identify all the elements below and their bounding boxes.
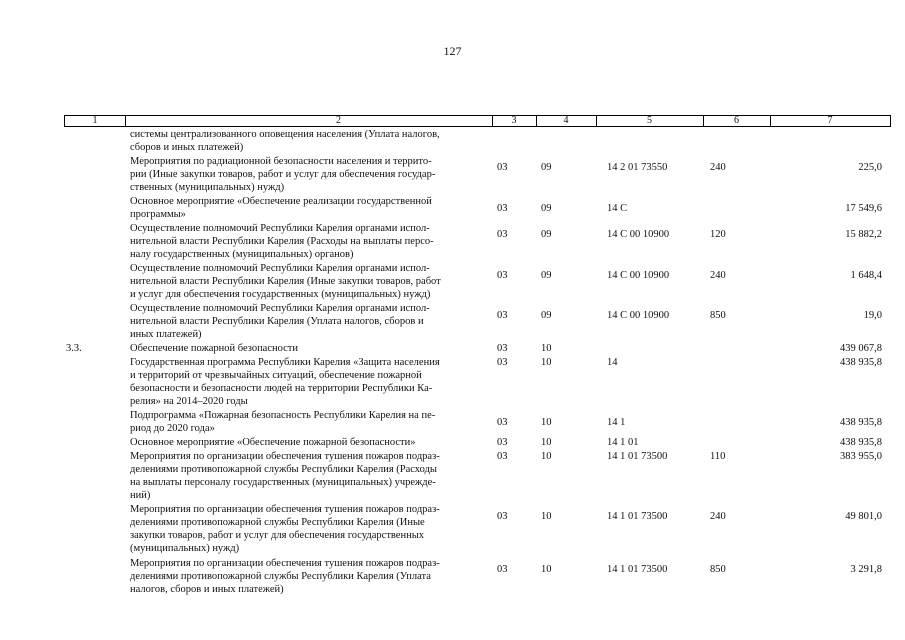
cell-amount: 49 801,0: [845, 510, 882, 522]
row-name-line: Обеспечение пожарной безопасности: [130, 343, 299, 355]
row-name: [130, 262, 486, 301]
row-name-line: налу государственных (муниципальных) органов): [130, 248, 354, 260]
cell-subsection: 09: [541, 229, 552, 241]
row-name-line: налогов, сборов и иных платежей): [130, 583, 284, 595]
row-name-line: релия» на 2014–2020 годы: [130, 395, 248, 407]
cell-expense-type: 110: [710, 450, 726, 462]
row-name-line: Основное мероприятие «Обеспечение пожарной безопасности»: [130, 437, 416, 449]
row-name-line: делениями противопожарной службы Республики Карелия (Иные: [130, 517, 425, 529]
cell-target-article: 14 С 00 10900: [607, 229, 670, 241]
row-name-line: Мероприятия по организации обеспечения тушения пожаров подраз-: [130, 450, 440, 462]
row-name-line: сборов и иных платежей): [130, 142, 244, 153]
row-name-line: Мероприятия по радиационной безопасности населения и террито-: [130, 155, 432, 167]
row-name: [130, 503, 486, 555]
cell-subsection: 09: [541, 202, 552, 214]
header-col-2: 2: [336, 115, 341, 126]
header-col-3: 3: [511, 115, 517, 126]
row-name-line: Государственная программа Республики Карелия «Защита населения: [130, 356, 440, 368]
row-name: [130, 409, 486, 435]
cell-amount: 438 935,8: [840, 417, 882, 429]
cell-amount: 438 935,8: [840, 437, 882, 449]
row-name-line: Основное мероприятие «Обеспечение реализации государственной: [130, 196, 432, 207]
row-name-line: иных платежей): [130, 329, 202, 341]
cell-section: 03: [497, 437, 508, 449]
cell-amount: 17 549,6: [845, 202, 882, 214]
cell-target-article: 14 1 01: [607, 437, 639, 449]
row-name-line: закупки товаров, работ и услуг для обеспечения государственных: [130, 530, 425, 542]
cell-section: 03: [497, 202, 508, 214]
table-header-row: [64, 115, 891, 127]
row-name-line: Осуществление полномочий Республики Карелия органами испол-: [130, 303, 430, 315]
row-name-line: безопасности и безопасности людей на территории Республики Ка-: [130, 382, 433, 394]
cell-expense-type: 240: [710, 162, 726, 174]
row-name-line: (муниципальных) нужд): [130, 543, 240, 555]
row-name-line: делениями противопожарной службы Республики Карелия (Расходы: [130, 463, 437, 475]
cell-subsection: 10: [541, 417, 552, 429]
cell-subsection: 10: [541, 450, 552, 462]
row-name-line: риод до 2020 года»: [130, 423, 215, 435]
header-col-7: 7: [827, 115, 833, 126]
cell-target-article: 14 С: [607, 202, 628, 214]
cell-expense-type: 240: [710, 510, 726, 522]
cell-expense-type: 120: [710, 229, 726, 241]
row-name: [130, 557, 486, 596]
cell-target-article: 14 1 01 73500: [607, 510, 668, 522]
cell-section: 03: [497, 356, 508, 368]
row-name-line: на выплаты персоналу государственных (муниципальных) учрежде-: [130, 476, 436, 488]
cell-section: 03: [497, 309, 508, 321]
row-name: [130, 128, 486, 154]
cell-amount: 383 955,0: [840, 450, 882, 462]
cell-subsection: 09: [541, 269, 552, 281]
cell-target-article: 14 1 01 73500: [607, 564, 668, 576]
cell-target-article: 14 С 00 10900: [607, 309, 670, 321]
row-name-line: нительной власти Республики Карелия (Иные закупки товаров, работ: [130, 276, 441, 287]
cell-section: 03: [497, 229, 508, 241]
row-name: [130, 342, 486, 355]
cell-section: 03: [497, 417, 508, 429]
row-name-line: Осуществление полномочий Республики Карелия органами испол-: [130, 263, 430, 274]
row-name: [130, 222, 486, 261]
row-name-line: ний): [130, 489, 151, 501]
cell-subsection: 09: [541, 162, 552, 174]
cell-section: 03: [497, 450, 508, 462]
cell-amount: 438 935,8: [840, 356, 882, 368]
cell-section: 03: [497, 564, 508, 576]
row-name-line: Осуществление полномочий Республики Карелия органами испол-: [130, 222, 430, 234]
row-name-line: программы»: [130, 209, 186, 220]
cell-amount: 19,0: [863, 309, 882, 321]
cell-expense-type: 850: [710, 564, 726, 576]
row-name-line: и услуг для обеспечения государственных (муниципальных) нужд): [130, 289, 431, 300]
row-name-line: Подпрограмма «Пожарная безопасность Республики Карелия на пе-: [130, 410, 436, 422]
cell-subsection: 10: [541, 510, 552, 522]
cell-subsection: 10: [541, 437, 552, 449]
row-name-line: ственных (муниципальных) нужд): [130, 181, 285, 193]
cell-target-article: 14: [607, 356, 618, 368]
cell-section: 03: [497, 510, 508, 522]
row-name-line: и территорий от чрезвычайных ситуаций, обеспечение пожарной: [130, 369, 422, 381]
row-name: [130, 155, 486, 194]
cell-amount: 225,0: [858, 162, 882, 174]
cell-amount: 15 882,2: [845, 229, 882, 241]
cell-section: 03: [497, 162, 508, 174]
row-name-line: нительной власти Республики Карелия (Уплата налогов, сборов и: [130, 316, 424, 328]
row-name-line: системы централизованного оповещения населения (Уплата налогов,: [130, 129, 440, 140]
row-name-line: рии (Иные закупки товаров, работ и услуг для обеспечения государ-: [130, 168, 436, 180]
cell-target-article: 14 1: [607, 417, 626, 429]
cell-target-article: 14 С 00 10900: [607, 269, 670, 281]
cell-subsection: 10: [541, 564, 552, 576]
cell-target-article: 14 1 01 73500: [607, 450, 668, 462]
cell-subsection: 09: [541, 309, 552, 321]
header-col-5: 5: [647, 115, 652, 126]
header-col-1: 1: [92, 115, 98, 126]
cell-target-article: 14 2 01 73550: [607, 162, 668, 174]
page-number: 127: [443, 44, 462, 58]
header-col-4: 4: [563, 115, 569, 126]
row-name: [130, 436, 486, 449]
row-name: [130, 302, 486, 341]
cell-expense-type: 240: [710, 269, 726, 281]
row-name: [130, 195, 486, 221]
header-col-6: 6: [734, 115, 739, 126]
row-number: 3.3.: [66, 343, 82, 355]
row-name-line: делениями противопожарной службы Республики Карелия (Уплата: [130, 570, 431, 582]
cell-subsection: 10: [541, 343, 552, 355]
row-name-line: Мероприятия по организации обеспечения тушения пожаров подраз-: [130, 557, 440, 569]
cell-subsection: 10: [541, 356, 552, 368]
row-name: [130, 356, 486, 408]
cell-section: 03: [497, 343, 508, 355]
row-name-line: нительной власти Республики Карелия (Расходы на выплаты персо-: [130, 235, 434, 247]
cell-amount: 3 291,8: [850, 564, 882, 576]
row-name-line: Мероприятия по организации обеспечения тушения пожаров подраз-: [130, 504, 440, 516]
cell-amount: 1 648,4: [850, 269, 882, 281]
cell-amount: 439 067,8: [840, 343, 882, 355]
row-name: [130, 450, 486, 502]
cell-section: 03: [497, 269, 508, 281]
cell-expense-type: 850: [710, 309, 726, 321]
